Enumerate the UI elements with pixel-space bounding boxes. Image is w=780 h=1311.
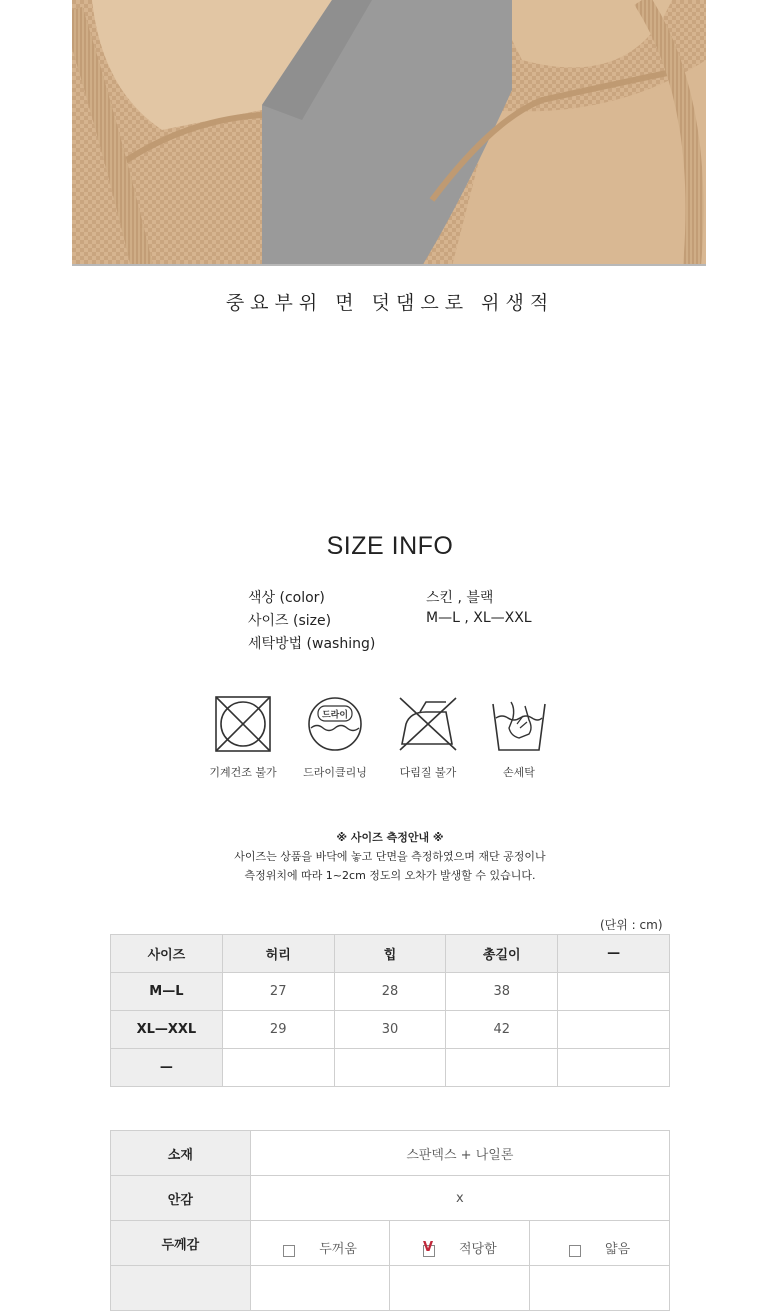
care-label: 손세탁 xyxy=(503,766,535,779)
table-cell xyxy=(558,1049,670,1087)
table-cell xyxy=(334,1049,446,1087)
thickness-label: 두께감 xyxy=(111,1221,251,1266)
material-label: 소재 xyxy=(111,1131,251,1176)
table-row xyxy=(111,1221,670,1266)
thickness-option-label: 얇음 xyxy=(605,1241,631,1257)
unit-label: (단위 : cm) xyxy=(600,918,663,932)
table-header-cell: 힙 xyxy=(334,935,446,973)
checkbox-checked-icon xyxy=(423,1245,435,1257)
table-cell: 28 xyxy=(334,973,446,1011)
lining-value: x xyxy=(250,1176,669,1221)
lining-label: 안감 xyxy=(111,1176,251,1221)
thickness-option-medium xyxy=(390,1221,530,1266)
table-cell: 27 xyxy=(222,973,334,1011)
table-cell: 29 xyxy=(222,1011,334,1049)
care-label: 기계건조 불가 xyxy=(209,766,277,779)
thickness-option-label: 두꺼움 xyxy=(319,1241,357,1257)
table-cell: 42 xyxy=(446,1011,558,1049)
material-table xyxy=(110,1130,670,1311)
table-cell xyxy=(390,1266,530,1311)
table-row-header: — xyxy=(111,1049,223,1087)
spec-color-label: 색상 (color) xyxy=(248,590,325,606)
thickness-option-label: 적당함 xyxy=(458,1241,497,1257)
table-cell xyxy=(250,1266,390,1311)
size-table xyxy=(110,934,670,1087)
table-row xyxy=(111,1176,670,1221)
size-info-title: SIZE INFO xyxy=(326,532,454,560)
material-value: 스판덱스 + 나일론 xyxy=(250,1131,669,1176)
table-row xyxy=(111,1266,670,1311)
table-cell xyxy=(558,1011,670,1049)
spec-washing-label: 세탁방법 (washing) xyxy=(248,636,376,652)
table-cell: 30 xyxy=(334,1011,446,1049)
care-label: 드라이클리닝 xyxy=(303,766,367,779)
spec-size-value: M—L , XL—XXL xyxy=(426,610,532,626)
measure-note-line: 사이즈는 상품을 바닥에 놓고 단면을 측정하였으며 재단 공정이나 xyxy=(234,850,546,863)
table-cell xyxy=(222,1049,334,1087)
table-header-cell: 허리 xyxy=(222,935,334,973)
spec-color-value: 스킨 , 블랙 xyxy=(426,590,494,606)
table-cell xyxy=(558,973,670,1011)
no-iron-icon xyxy=(396,694,460,754)
table-row xyxy=(111,1131,670,1176)
checkbox-icon xyxy=(283,1245,295,1257)
no-tumble-dry-icon xyxy=(213,694,273,754)
table-row-header xyxy=(111,1266,251,1311)
care-hand-wash xyxy=(464,694,574,780)
table-header-cell: — xyxy=(558,935,670,973)
care-label: 다림질 불가 xyxy=(399,766,457,779)
thickness-option-thick xyxy=(250,1221,390,1266)
photo-caption: 중요부위 면 덧댐으로 위생적 xyxy=(225,292,555,314)
dry-clean-icon xyxy=(305,694,365,754)
product-photo xyxy=(72,0,706,266)
table-row xyxy=(111,1011,670,1049)
thickness-option-thin xyxy=(530,1221,670,1266)
table-row xyxy=(111,973,670,1011)
table-header-row xyxy=(111,935,670,973)
measure-note-title: ※ 사이즈 측정안내 ※ xyxy=(336,831,444,844)
table-row xyxy=(111,1049,670,1087)
checkbox-icon xyxy=(569,1245,581,1257)
hand-wash-icon xyxy=(489,694,549,754)
table-cell: 38 xyxy=(446,973,558,1011)
table-row-header: M—L xyxy=(111,973,223,1011)
table-header-cell: 총길이 xyxy=(446,935,558,973)
table-header-cell: 사이즈 xyxy=(111,935,223,973)
measure-note-line: 측정위치에 따라 1~2cm 정도의 오차가 발생할 수 있습니다. xyxy=(244,869,536,882)
table-cell xyxy=(446,1049,558,1087)
table-cell xyxy=(530,1266,670,1311)
dry-clean-icon-text: 드라이 xyxy=(321,710,349,721)
spec-size-label: 사이즈 (size) xyxy=(248,613,332,629)
table-row-header: XL—XXL xyxy=(111,1011,223,1049)
